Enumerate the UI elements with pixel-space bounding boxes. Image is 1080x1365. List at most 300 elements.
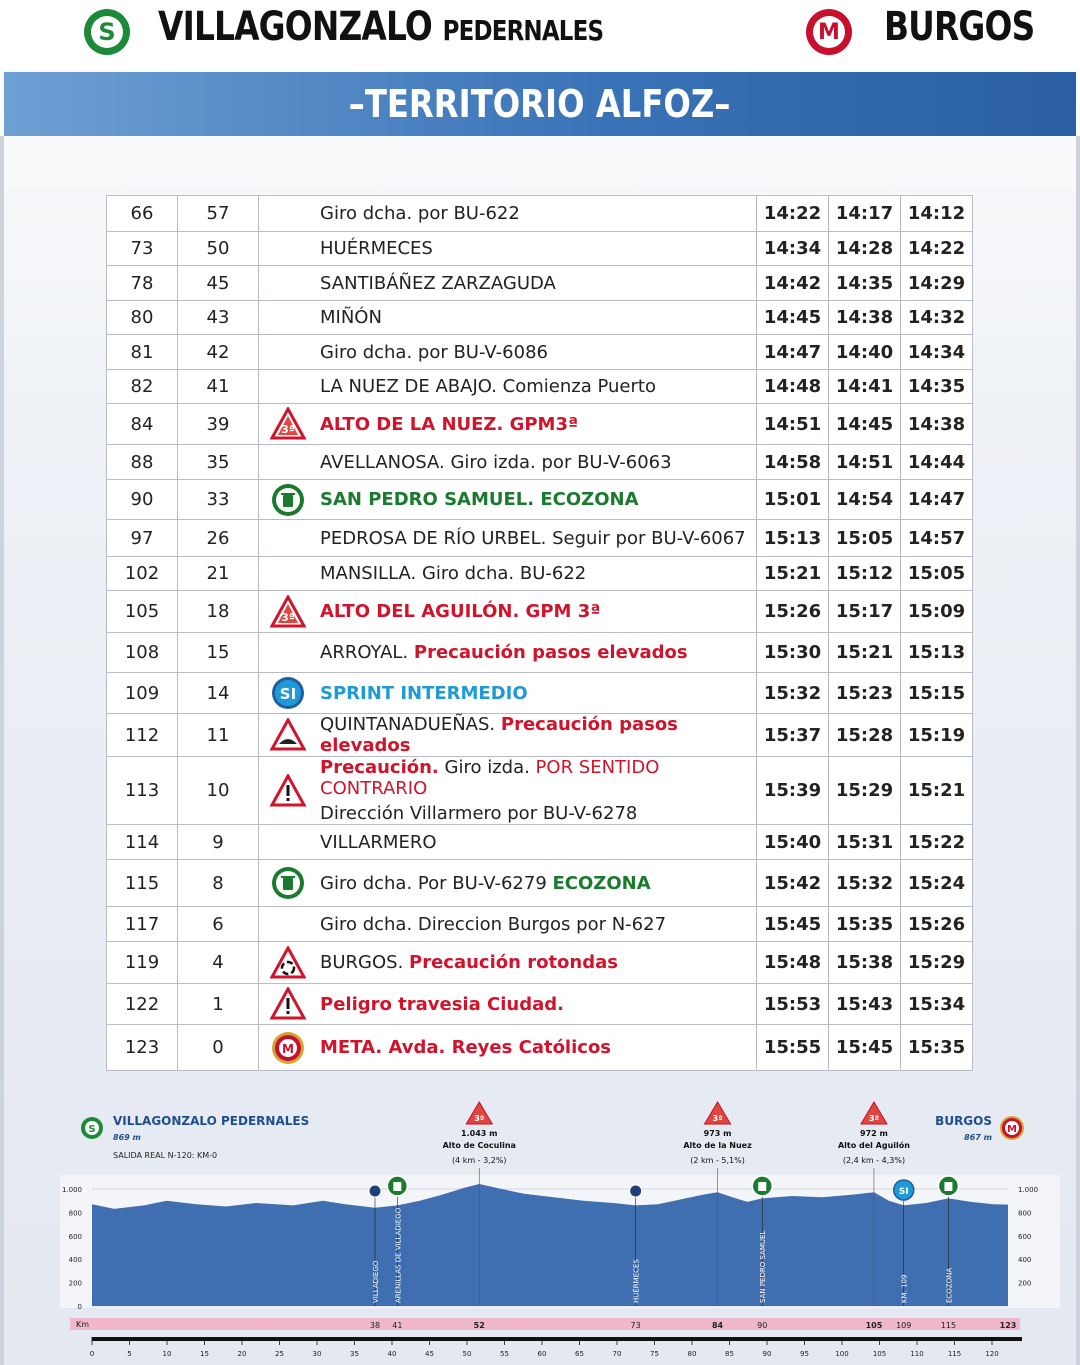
time-fast-cell: 15:39 (757, 757, 829, 825)
profile-end-alt: 867 m (964, 1133, 992, 1142)
table-row (107, 714, 973, 757)
description-line (320, 642, 756, 663)
svg-text:SI: SI (279, 685, 297, 703)
table-row (107, 404, 973, 445)
km-cell: 66 (107, 196, 178, 232)
description-line (320, 757, 756, 799)
time-mid-cell: 15:32 (829, 860, 901, 907)
description-text: Precaución. (320, 757, 439, 778)
time-slow-cell: 15:24 (901, 860, 973, 907)
description-line (320, 273, 756, 294)
climb-category: 3ª (868, 1114, 879, 1123)
scale-label: 65 (575, 1350, 584, 1358)
description-text: HUÉRMECES (320, 238, 433, 259)
profile-start-alt: 869 m (113, 1133, 141, 1142)
km-remaining-cell: 33 (178, 480, 259, 520)
sprint-icon (270, 676, 306, 710)
time-slow-cell: 14:44 (901, 445, 973, 480)
description-cell (259, 825, 757, 860)
description-cell (259, 860, 757, 907)
description-cell (259, 266, 757, 301)
scale-label: 10 (162, 1350, 172, 1358)
climb-name: Alto de Coculina (442, 1141, 516, 1150)
scale-label: 115 (947, 1350, 962, 1358)
time-fast-cell: 15:30 (757, 633, 829, 673)
km-remaining-cell: 35 (178, 445, 259, 480)
km-cell: 88 (107, 445, 178, 480)
km-remaining-cell: 0 (178, 1025, 259, 1071)
description-cell (259, 445, 757, 480)
description-cell (259, 557, 757, 591)
description-line (320, 832, 756, 853)
scale-label: 85 (725, 1350, 734, 1358)
km-mark: 123 (999, 1321, 1017, 1330)
y-tick-label: 0 (77, 1303, 82, 1311)
km-remaining-cell: 1 (178, 984, 259, 1025)
description-line (320, 452, 756, 473)
km-mark: 115 (940, 1321, 957, 1330)
description-text: QUINTANADUEÑAS. (320, 714, 501, 735)
section-title-text: –TERRITORIO ALFOZ– (349, 82, 731, 126)
scale-label: 0 (89, 1350, 95, 1358)
scale-label: 60 (537, 1350, 547, 1358)
time-slow-cell: 14:34 (901, 335, 973, 370)
description-text: MIÑÓN (320, 307, 382, 328)
km-remaining-cell: 21 (178, 557, 259, 591)
time-fast-cell: 15:32 (757, 673, 829, 714)
time-slow-cell: 15:35 (901, 1025, 973, 1071)
y-tick-label: 200 (68, 1279, 82, 1288)
description-text: Giro dcha. Direccion Burgos por N-627 (320, 913, 667, 935)
description-cell (259, 232, 757, 266)
svg-text:3ª: 3ª (281, 610, 295, 624)
finish-badge (806, 9, 852, 55)
description-cell (259, 673, 757, 714)
place-name: KM. 109 (900, 1274, 909, 1303)
km-cell: 97 (107, 520, 178, 557)
description-text: Giro dcha. por BU-622 (320, 203, 520, 224)
km-cell: 84 (107, 404, 178, 445)
time-fast-cell: 14:45 (757, 301, 829, 335)
time-fast-cell: 14:42 (757, 266, 829, 301)
place-name: VILLADIEGO (371, 1260, 380, 1303)
time-slow-cell: 14:57 (901, 520, 973, 557)
scale-label: 20 (237, 1350, 247, 1358)
climb-altitude: 973 m (703, 1129, 732, 1138)
km-remaining-cell: 10 (178, 757, 259, 825)
time-slow-cell: 14:32 (901, 301, 973, 335)
km-remaining-cell: 57 (178, 196, 259, 232)
start-badge-letter: S (91, 16, 123, 48)
table-row (107, 266, 973, 301)
time-fast-cell: 15:01 (757, 480, 829, 520)
scale-label: 5 (127, 1350, 132, 1358)
km-cell: 78 (107, 266, 178, 301)
table-row (107, 370, 973, 404)
km-cell: 115 (107, 860, 178, 907)
km-cell: 122 (107, 984, 178, 1025)
time-mid-cell: 14:17 (829, 196, 901, 232)
scale-label: 90 (762, 1350, 772, 1358)
description-cell (259, 404, 757, 445)
km-remaining-cell: 11 (178, 714, 259, 757)
section-title (4, 82, 1076, 126)
table-row (107, 673, 973, 714)
time-fast-cell: 14:34 (757, 232, 829, 266)
time-slow-cell: 15:26 (901, 907, 973, 942)
time-slow-cell: 15:09 (901, 591, 973, 633)
table-row (107, 757, 973, 825)
svg-text:M: M (282, 1041, 294, 1056)
km-remaining-cell: 4 (178, 942, 259, 984)
y-tick-label-right: 800 (1018, 1209, 1032, 1218)
time-fast-cell: 15:42 (757, 860, 829, 907)
mountain-pass-icon (270, 407, 306, 441)
table-row (107, 335, 973, 370)
time-mid-cell: 15:35 (829, 907, 901, 942)
description-cell (259, 591, 757, 633)
start-title (158, 4, 603, 50)
left-border (0, 136, 4, 1365)
y-tick-label: 1.000 (61, 1186, 82, 1194)
roundabout-warning-icon (270, 946, 306, 980)
description-line (320, 683, 756, 704)
time-fast-cell: 15:21 (757, 557, 829, 591)
description-line (320, 714, 756, 756)
time-fast-cell: 15:55 (757, 1025, 829, 1071)
km-remaining-cell: 9 (178, 825, 259, 860)
scale-label: 30 (312, 1350, 322, 1358)
km-mark: 84 (711, 1321, 724, 1330)
description-text: Giro izda. (438, 757, 536, 778)
time-mid-cell: 15:29 (829, 757, 901, 825)
time-mid-cell: 15:23 (829, 673, 901, 714)
finish-badge-letter: M (813, 16, 845, 48)
speed-bump-warning-icon (270, 718, 306, 752)
description-text: ECOZONA (552, 872, 651, 894)
description-cell (259, 196, 757, 232)
description-text: META. Avda. Reyes Católicos (320, 1037, 612, 1058)
climb-name: Alto del Aguilón (837, 1141, 910, 1150)
description-cell (259, 301, 757, 335)
km-cell: 81 (107, 335, 178, 370)
description-text: ALTO DE LA NUEZ. GPM3ª (320, 413, 579, 435)
km-mark: 73 (630, 1321, 641, 1330)
start-badge (84, 9, 130, 55)
description-line (320, 238, 756, 259)
place-name: ARENILLAS DE VILLADIEGO (394, 1207, 403, 1303)
description-cell (259, 984, 757, 1025)
description-text: POR SENTIDO CONTRARIO (320, 757, 660, 799)
table-row (107, 825, 973, 860)
time-slow-cell: 15:05 (901, 557, 973, 591)
km-cell: 102 (107, 557, 178, 591)
km-mark: 52 (473, 1321, 485, 1330)
location-pin-icon (630, 1185, 642, 1197)
description-text: MANSILLA. Giro dcha. BU-622 (320, 563, 587, 584)
time-slow-cell: 14:38 (901, 404, 973, 445)
description-text: LA NUEZ DE ABAJO. Comienza Puerto (320, 376, 656, 397)
timetable (106, 195, 973, 1071)
time-mid-cell: 14:38 (829, 301, 901, 335)
time-slow-cell: 15:13 (901, 633, 973, 673)
km-cell: 90 (107, 480, 178, 520)
time-mid-cell: 15:43 (829, 984, 901, 1025)
climb-altitude: 972 m (860, 1129, 888, 1138)
time-fast-cell: 14:51 (757, 404, 829, 445)
description-line (320, 414, 756, 435)
warning-icon (270, 774, 306, 808)
km-cell: 80 (107, 301, 178, 335)
time-fast-cell: 15:48 (757, 942, 829, 984)
km-remaining-cell: 50 (178, 232, 259, 266)
scale-label: 100 (835, 1350, 849, 1358)
description-cell (259, 1025, 757, 1071)
scale-label: 70 (612, 1350, 622, 1358)
km-cell: 109 (107, 673, 178, 714)
description-text: VILLARMERO (320, 831, 437, 853)
profile-start-note: SALIDA REAL N-120: KM-0 (113, 1151, 218, 1160)
time-mid-cell: 14:54 (829, 480, 901, 520)
time-slow-cell: 15:15 (901, 673, 973, 714)
time-slow-cell: 14:22 (901, 232, 973, 266)
time-fast-cell: 15:37 (757, 714, 829, 757)
time-fast-cell: 14:58 (757, 445, 829, 480)
time-fast-cell: 14:47 (757, 335, 829, 370)
profile-start-name: VILLAGONZALO PEDERNALES (113, 1114, 310, 1128)
description-text: AVELLANOSA. Giro izda. por BU-V-6063 (320, 451, 672, 473)
scale-label: 105 (872, 1350, 887, 1358)
description-line (320, 994, 756, 1015)
profile-end-name: BURGOS (935, 1114, 992, 1128)
time-mid-cell: 15:12 (829, 557, 901, 591)
time-mid-cell: 14:28 (829, 232, 901, 266)
description-text: Precaución pasos elevados (413, 642, 688, 663)
description-line-2: Dirección Villarmero por BU-V-6278 (320, 803, 638, 824)
finish-icon (270, 1031, 306, 1065)
y-tick-label: 400 (68, 1256, 82, 1265)
time-mid-cell: 15:05 (829, 520, 901, 557)
top-header (0, 0, 1080, 70)
table-row (107, 860, 973, 907)
climb-detail: (4 km - 3,2%) (451, 1156, 507, 1165)
description-cell (259, 335, 757, 370)
y-tick-label: 600 (68, 1232, 82, 1241)
km-remaining-cell: 18 (178, 591, 259, 633)
y-tick-label: 800 (68, 1209, 82, 1218)
description-cell (259, 907, 757, 942)
description-line (320, 1037, 756, 1058)
km-mark: 105 (865, 1321, 883, 1330)
km-cell: 117 (107, 907, 178, 942)
ecozone-bin-icon (393, 1182, 401, 1191)
y-tick-label-right: 200 (1018, 1279, 1032, 1288)
km-remaining-cell: 8 (178, 860, 259, 907)
table-row (107, 480, 973, 520)
description-text: Precaución pasos elevados (320, 714, 678, 756)
time-slow-cell: 15:34 (901, 984, 973, 1025)
description-cell (259, 714, 757, 757)
description-cell (259, 633, 757, 673)
scale-label: 80 (687, 1350, 697, 1358)
scale-label: 75 (650, 1350, 659, 1358)
climb-category: 3ª (474, 1114, 485, 1123)
scale-label: 40 (387, 1350, 397, 1358)
time-slow-cell: 15:29 (901, 942, 973, 984)
table-row (107, 984, 973, 1025)
time-slow-cell: 14:47 (901, 480, 973, 520)
y-tick-label-right: 1.000 (1018, 1186, 1039, 1194)
time-mid-cell: 14:51 (829, 445, 901, 480)
km-cell: 108 (107, 633, 178, 673)
start-name-main: VILLAGONZALO (158, 4, 432, 50)
climb-detail: (2 km - 5,1%) (690, 1156, 745, 1165)
km-cell: 112 (107, 714, 178, 757)
table-row (107, 557, 973, 591)
description-cell (259, 480, 757, 520)
time-mid-cell: 14:40 (829, 335, 901, 370)
climb-category: 3ª (712, 1114, 723, 1123)
time-fast-cell: 14:48 (757, 370, 829, 404)
km-label: Km (76, 1320, 90, 1329)
description-line (320, 307, 756, 328)
time-fast-cell: 15:13 (757, 520, 829, 557)
km-cell: 119 (107, 942, 178, 984)
km-cell: 105 (107, 591, 178, 633)
time-mid-cell: 15:31 (829, 825, 901, 860)
km-remaining-cell: 6 (178, 907, 259, 942)
time-mid-cell: 14:41 (829, 370, 901, 404)
scale-label: 35 (350, 1350, 359, 1358)
km-cell: 73 (107, 232, 178, 266)
time-mid-cell: 14:35 (829, 266, 901, 301)
ecozone-bin-icon (758, 1182, 766, 1191)
scale-label: 50 (462, 1350, 472, 1358)
description-text: PEDROSA DE RÍO URBEL. Seguir por BU-V-6067 (320, 527, 746, 549)
km-remaining-cell: 39 (178, 404, 259, 445)
time-mid-cell: 15:38 (829, 942, 901, 984)
km-mark: 38 (369, 1321, 381, 1330)
time-mid-cell: 15:45 (829, 1025, 901, 1071)
description-line (320, 342, 756, 363)
description-line (320, 489, 756, 510)
table-row (107, 633, 973, 673)
place-name: HUÉRMECES (632, 1259, 641, 1303)
description-line (320, 914, 756, 935)
time-slow-cell: 14:29 (901, 266, 973, 301)
description-line (320, 873, 756, 894)
finish-marker-letter: M (1007, 1124, 1017, 1135)
table-row (107, 1025, 973, 1071)
scale-label: 15 (200, 1350, 209, 1358)
table-row (107, 591, 973, 633)
time-slow-cell: 15:22 (901, 825, 973, 860)
km-remaining-cell: 41 (178, 370, 259, 404)
km-remaining-cell: 45 (178, 266, 259, 301)
time-slow-cell: 15:19 (901, 714, 973, 757)
description-line (320, 203, 756, 224)
table-row (107, 445, 973, 480)
description-text: BURGOS. (320, 952, 410, 973)
time-mid-cell: 15:28 (829, 714, 901, 757)
description-line (320, 563, 756, 584)
km-cell: 123 (107, 1025, 178, 1071)
description-cell (259, 370, 757, 404)
description-line (320, 376, 756, 397)
scale-bar (92, 1337, 1022, 1341)
sprint-icon-label: SI (898, 1187, 909, 1197)
climb-name: Alto de la Nuez (683, 1141, 752, 1150)
description-text: Giro dcha. Por BU-V-6279 (320, 872, 553, 894)
description-line (320, 952, 756, 973)
time-slow-cell: 14:35 (901, 370, 973, 404)
time-mid-cell: 15:21 (829, 633, 901, 673)
climb-detail: (2,4 km - 4,3%) (842, 1156, 906, 1165)
description-line (320, 601, 756, 622)
description-cell (259, 757, 757, 825)
location-pin-icon (369, 1185, 381, 1197)
scale-label: 110 (910, 1350, 924, 1358)
time-fast-cell: 14:22 (757, 196, 829, 232)
time-slow-cell: 14:12 (901, 196, 973, 232)
ecozone-bin-icon (270, 866, 306, 900)
scale-label: 55 (500, 1350, 509, 1358)
km-mark: 109 (896, 1321, 912, 1330)
right-border (1076, 136, 1080, 1365)
time-mid-cell: 14:45 (829, 404, 901, 445)
start-marker-letter: S (88, 1124, 96, 1135)
km-remaining-cell: 26 (178, 520, 259, 557)
km-cell: 113 (107, 757, 178, 825)
description-text: ARROYAL. (320, 642, 414, 663)
description-text: Peligro travesia Ciudad. (320, 993, 564, 1015)
description-text: ALTO DEL AGUILÓN. GPM 3ª (320, 601, 601, 622)
start-name-sub: PEDERNALES (442, 14, 604, 47)
table-row (107, 196, 973, 232)
climb-altitude: 1.043 m (461, 1129, 498, 1138)
time-fast-cell: 15:40 (757, 825, 829, 860)
km-mark: 90 (757, 1321, 768, 1330)
description-text: SANTIBÁÑEZ ZARZAGUDA (320, 272, 556, 294)
finish-title: BURGOS (884, 4, 1035, 50)
km-mark: 41 (392, 1321, 403, 1330)
svg-text:3ª: 3ª (281, 423, 295, 436)
section-band (4, 72, 1076, 136)
description-text: SAN PEDRO SAMUEL. ECOZONA (320, 489, 639, 510)
time-fast-cell: 15:26 (757, 591, 829, 633)
mountain-pass-icon (270, 595, 306, 629)
description-cell (259, 942, 757, 984)
ecozone-bin-icon (944, 1182, 952, 1191)
ecozone-bin-icon (270, 483, 306, 517)
km-remaining-cell: 15 (178, 633, 259, 673)
km-remaining-cell: 42 (178, 335, 259, 370)
km-cell: 114 (107, 825, 178, 860)
description-cell (259, 520, 757, 557)
place-name: SAN PEDRO SAMUEL (759, 1230, 768, 1303)
scale-label: 25 (275, 1350, 284, 1358)
time-fast-cell: 15:45 (757, 907, 829, 942)
description-line (320, 528, 756, 549)
description-text: Giro dcha. por BU-V-6086 (320, 341, 548, 363)
km-remaining-cell: 14 (178, 673, 259, 714)
y-tick-label-right: 400 (1018, 1256, 1032, 1265)
time-slow-cell: 15:21 (901, 757, 973, 825)
scale-label: 95 (800, 1350, 809, 1358)
km-remaining-cell: 43 (178, 301, 259, 335)
time-mid-cell: 15:17 (829, 591, 901, 633)
km-cell: 82 (107, 370, 178, 404)
